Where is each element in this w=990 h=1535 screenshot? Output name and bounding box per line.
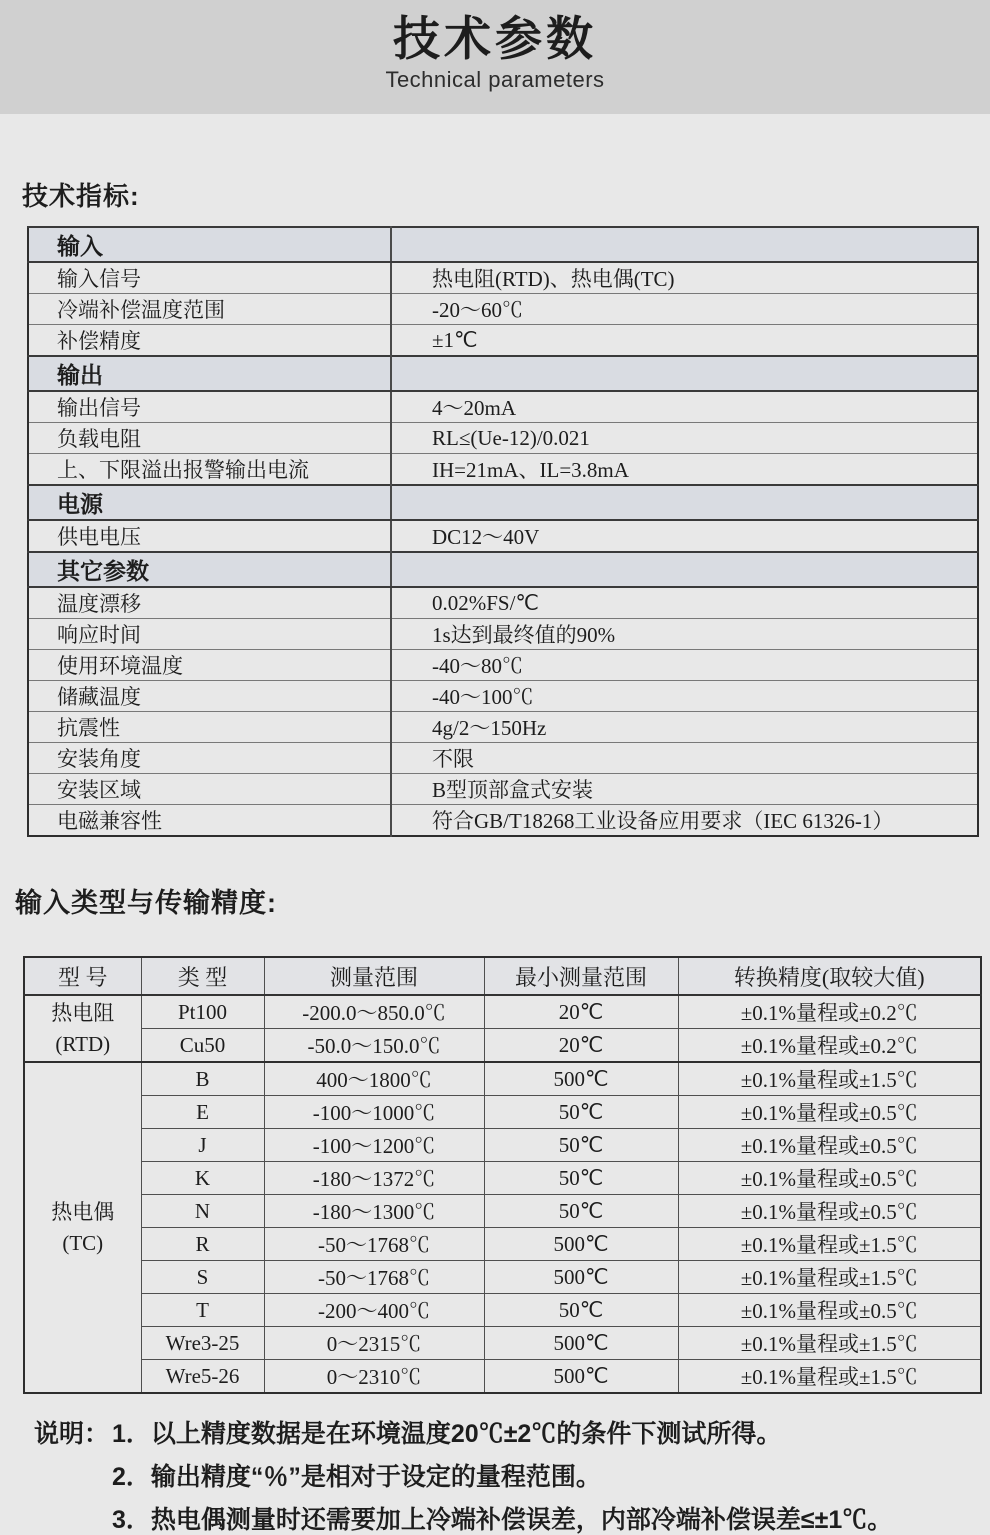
accuracy-row [24, 1228, 981, 1261]
accuracy-cell: ±0.1%量程或±0.5℃ [678, 1129, 981, 1162]
accuracy-row [24, 1327, 981, 1360]
spec-value-cell: ±1℃ [391, 325, 978, 357]
spec-data-row [28, 294, 978, 325]
spec-label-cell: 抗震性 [28, 712, 391, 743]
accuracy-row [24, 1129, 981, 1162]
accuracy-cell: Cu50 [141, 1029, 264, 1063]
spec-value-cell: 4g/2～150Hz [391, 712, 978, 743]
accuracy-column-header: 测量范围 [264, 957, 484, 995]
spec-value-cell: 热电阻(RTD)、热电偶(TC) [391, 262, 978, 294]
spec-data-row [28, 454, 978, 486]
note-text: 3．热电偶测量时还需要加上冷端补偿误差，内部冷端补偿误差≤±1℃。 [112, 1506, 893, 1534]
notes-label-spacer [34, 1505, 112, 1535]
note-item [34, 1462, 990, 1492]
accuracy-header-row [24, 957, 981, 995]
spec-table [27, 226, 979, 837]
note-text: 1．以上精度数据是在环境温度20℃±2℃的条件下测试所得。 [112, 1420, 782, 1448]
accuracy-cell: ±0.1%量程或±1.5℃ [678, 1228, 981, 1261]
accuracy-cell: ±0.1%量程或±1.5℃ [678, 1360, 981, 1394]
spec-data-row [28, 325, 978, 357]
accuracy-cell: 20℃ [484, 1029, 678, 1063]
accuracy-row [24, 1029, 981, 1063]
accuracy-cell: 20℃ [484, 995, 678, 1029]
note-text: 2．输出精度“％”是相对于设定的量程范围。 [112, 1463, 601, 1491]
spec-data-row [28, 805, 978, 837]
spec-data-row [28, 587, 978, 619]
spec-data-row [28, 743, 978, 774]
accuracy-row [24, 1360, 981, 1394]
accuracy-cell: 500℃ [484, 1228, 678, 1261]
model-name: 热电偶 [51, 1199, 115, 1224]
spec-data-row [28, 391, 978, 423]
accuracy-section-label: 输入类型与传输精度: [15, 888, 277, 918]
accuracy-cell: E [141, 1096, 264, 1129]
model-abbr: (TC) [62, 1230, 104, 1255]
accuracy-table-body [24, 995, 981, 1393]
accuracy-row [24, 1062, 981, 1096]
model-abbr: (RTD) [55, 1031, 111, 1056]
spec-section-row [28, 227, 978, 262]
accuracy-cell: ±0.1%量程或±1.5℃ [678, 1327, 981, 1360]
accuracy-column-header: 转换精度(取较大值) [678, 957, 981, 995]
accuracy-cell: R [141, 1228, 264, 1261]
spec-label-cell: 输入 [28, 227, 391, 262]
accuracy-cell: -180～1372℃ [264, 1162, 484, 1195]
spec-label-cell: 响应时间 [28, 619, 391, 650]
specs-section-label: 技术指标: [22, 181, 140, 211]
spec-value-cell: -40～100℃ [391, 681, 978, 712]
spec-value-cell [391, 552, 978, 587]
accuracy-cell: ±0.1%量程或±0.5℃ [678, 1096, 981, 1129]
model-cell [24, 995, 141, 1062]
accuracy-cell: -200.0～850.0℃ [264, 995, 484, 1029]
spec-value-cell: IH=21mA、IL=3.8mA [391, 454, 978, 486]
note-item [34, 1419, 990, 1449]
spec-data-row [28, 774, 978, 805]
spec-label-cell: 储藏温度 [28, 681, 391, 712]
accuracy-column-header: 型 号 [24, 957, 141, 995]
accuracy-cell: 50℃ [484, 1195, 678, 1228]
accuracy-cell: K [141, 1162, 264, 1195]
accuracy-cell: ±0.1%量程或±1.5℃ [678, 1261, 981, 1294]
accuracy-cell: -100～1000℃ [264, 1096, 484, 1129]
accuracy-row [24, 1096, 981, 1129]
spec-label-cell: 电源 [28, 485, 391, 520]
accuracy-cell: -50.0～150.0℃ [264, 1029, 484, 1063]
accuracy-cell: ±0.1%量程或±0.5℃ [678, 1195, 981, 1228]
accuracy-row [24, 1195, 981, 1228]
accuracy-cell: 500℃ [484, 1327, 678, 1360]
accuracy-cell: -50～1768℃ [264, 1228, 484, 1261]
spec-label-cell: 冷端补偿温度范围 [28, 294, 391, 325]
spec-value-cell [391, 356, 978, 391]
accuracy-cell: -50～1768℃ [264, 1261, 484, 1294]
spec-value-cell: 不限 [391, 743, 978, 774]
notes-label-spacer [34, 1462, 112, 1492]
page-title: 技术参数 [393, 12, 597, 65]
accuracy-column-header: 类 型 [141, 957, 264, 995]
accuracy-row [24, 1162, 981, 1195]
spec-data-row [28, 650, 978, 681]
spec-value-cell [391, 485, 978, 520]
accuracy-cell: 50℃ [484, 1162, 678, 1195]
spec-label-cell: 补偿精度 [28, 325, 391, 357]
spec-value-cell: DC12～40V [391, 520, 978, 552]
accuracy-cell: 50℃ [484, 1129, 678, 1162]
spec-label-cell: 安装区域 [28, 774, 391, 805]
accuracy-row [24, 995, 981, 1029]
spec-label-cell: 输出 [28, 356, 391, 391]
spec-value-cell: 符合GB/T18268工业设备应用要求（IEC 61326-1） [391, 805, 978, 837]
spec-label-cell: 安装角度 [28, 743, 391, 774]
spec-label-cell: 供电电压 [28, 520, 391, 552]
accuracy-cell: J [141, 1129, 264, 1162]
spec-section-row [28, 356, 978, 391]
spec-label-cell: 其它参数 [28, 552, 391, 587]
model-cell [24, 1062, 141, 1393]
spec-label-cell: 输入信号 [28, 262, 391, 294]
notes-label: 说明： [34, 1420, 110, 1448]
spec-value-cell: 0.02%FS/℃ [391, 587, 978, 619]
accuracy-cell: 500℃ [484, 1360, 678, 1394]
spec-label-cell: 使用环境温度 [28, 650, 391, 681]
spec-data-row [28, 681, 978, 712]
page-subtitle: Technical parameters [385, 67, 605, 92]
spec-value-cell: -40～80℃ [391, 650, 978, 681]
accuracy-cell: 50℃ [484, 1096, 678, 1129]
spec-label-cell: 上、下限溢出报警输出电流 [28, 454, 391, 486]
spec-label-cell: 负载电阻 [28, 423, 391, 454]
accuracy-cell: 0～2315℃ [264, 1327, 484, 1360]
accuracy-cell: 400～1800℃ [264, 1062, 484, 1096]
spec-value-cell: B型顶部盒式安装 [391, 774, 978, 805]
spec-data-row [28, 262, 978, 294]
accuracy-cell: ±0.1%量程或±0.5℃ [678, 1162, 981, 1195]
notes-list [34, 1419, 990, 1535]
accuracy-cell: 50℃ [484, 1294, 678, 1327]
spec-value-cell: -20～60℃ [391, 294, 978, 325]
accuracy-cell: S [141, 1261, 264, 1294]
spec-section-row [28, 552, 978, 587]
accuracy-cell: Pt100 [141, 995, 264, 1029]
model-name: 热电阻 [51, 1000, 115, 1025]
accuracy-cell: B [141, 1062, 264, 1096]
accuracy-cell: ±0.1%量程或±0.2℃ [678, 1029, 981, 1063]
spec-value-cell: 4～20mA [391, 391, 978, 423]
accuracy-cell: ±0.1%量程或±0.5℃ [678, 1294, 981, 1327]
accuracy-column-header: 最小测量范围 [484, 957, 678, 995]
accuracy-cell: T [141, 1294, 264, 1327]
spec-value-cell: RL≤(Ue-12)/0.021 [391, 423, 978, 454]
accuracy-cell: -180～1300℃ [264, 1195, 484, 1228]
spec-value-cell: 1s达到最终值的90% [391, 619, 978, 650]
spec-label-cell: 电磁兼容性 [28, 805, 391, 837]
spec-label-cell: 温度漂移 [28, 587, 391, 619]
accuracy-cell: 500℃ [484, 1062, 678, 1096]
spec-section-row [28, 485, 978, 520]
accuracy-cell: Wre3-25 [141, 1327, 264, 1360]
spec-data-row [28, 520, 978, 552]
accuracy-cell: N [141, 1195, 264, 1228]
accuracy-cell: ±0.1%量程或±0.2℃ [678, 995, 981, 1029]
accuracy-cell: -100～1200℃ [264, 1129, 484, 1162]
accuracy-row [24, 1261, 981, 1294]
accuracy-cell: ±0.1%量程或±1.5℃ [678, 1062, 981, 1096]
title-banner [0, 0, 990, 114]
accuracy-cell: Wre5-26 [141, 1360, 264, 1394]
accuracy-cell: -200～400℃ [264, 1294, 484, 1327]
note-item [34, 1505, 990, 1535]
spec-data-row [28, 423, 978, 454]
accuracy-table [23, 956, 982, 1394]
spec-label-cell: 输出信号 [28, 391, 391, 423]
accuracy-cell: 500℃ [484, 1261, 678, 1294]
spec-value-cell [391, 227, 978, 262]
spec-data-row [28, 712, 978, 743]
spec-table-body [28, 227, 978, 836]
spec-data-row [28, 619, 978, 650]
accuracy-cell: 0～2310℃ [264, 1360, 484, 1394]
accuracy-row [24, 1294, 981, 1327]
